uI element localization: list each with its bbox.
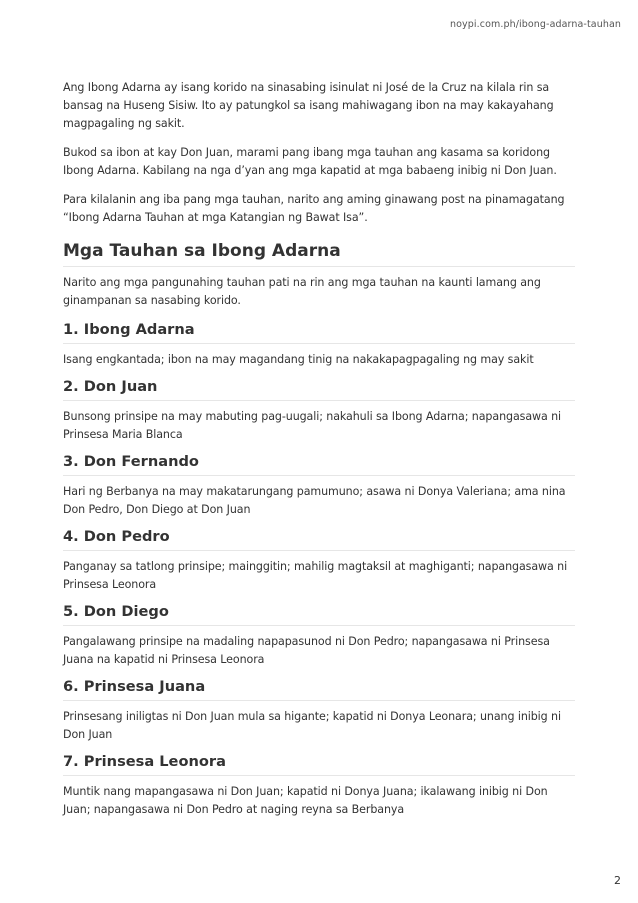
character-heading: 5. Don Diego: [63, 603, 575, 626]
page-number: 2: [614, 874, 621, 887]
section-intro: Narito ang mga pangunahing tauhan pati na rin ang mga tauhan na kaunti lamang ang ginampanan sa nasabing korido.: [63, 276, 541, 307]
article-body: [63, 79, 575, 819]
character-heading: 7. Prinsesa Leonora: [63, 753, 575, 776]
source-url[interactable]: noypi.com.ph/ibong-adarna-tauhan: [450, 19, 621, 30]
character-entry: [63, 678, 575, 744]
character-entry: [63, 321, 575, 369]
character-description: Pangalawang prinsipe na madaling napapasunod ni Don Pedro; napangasawa ni Prinsesa Juana na kapatid ni Prinsesa Leonora: [63, 635, 550, 666]
character-heading: 2. Don Juan: [63, 378, 575, 401]
character-entry: [63, 753, 575, 819]
character-entry: [63, 603, 575, 669]
character-heading: 3. Don Fernando: [63, 453, 575, 476]
character-description: Bunsong prinsipe na may mabuting pag-uugali; nakahuli sa Ibong Adarna; napangasawa ni Prinsesa Maria Blanca: [63, 410, 562, 441]
character-heading: 4. Don Pedro: [63, 528, 575, 551]
character-description: Panganay sa tatlong prinsipe; mainggitin; mahilig magtaksil at maghiganti; napangasawa ni Prinsesa Leonora: [63, 560, 568, 591]
character-description: Hari ng Berbanya na may makatarungang pamumuno; asawa ni Donya Valeriana; ama nina Don Pedro, Don Diego at Don Juan: [63, 485, 566, 516]
character-entry: [63, 453, 575, 519]
character-entry: [63, 528, 575, 594]
intro-paragraph: Ang Ibong Adarna ay isang korido na sinasabing isinulat ni José de la Cruz na kilala rin sa bansag na Huseng Sisiw. Ito ay patungkol sa isang mahiwagang ibon na may kakayahang magpagaling ng sakit.: [63, 81, 554, 130]
character-heading: 1. Ibong Adarna: [63, 321, 575, 344]
intro-paragraph: Bukod sa ibon at kay Don Juan, marami pang ibang mga tauhan ang kasama sa koridong Ibong Adarna. Kabilang na nga d’yan ang mga kapatid at mga babaeng inibig ni Don Juan.: [63, 146, 557, 177]
character-description: Muntik nang mapangasawa ni Don Juan; kapatid ni Donya Juana; ikalawang inibig ni Don Juan; napangasawa ni Don Pedro at naging reyna sa Berbanya: [63, 785, 548, 816]
character-description: Isang engkantada; ibon na may magandang tinig na nakakapagpagaling ng may sakit: [63, 353, 534, 366]
character-description: Prinsesang iniligtas ni Don Juan mula sa higante; kapatid ni Donya Leonara; unang inibig ni Don Juan: [63, 710, 561, 741]
character-heading: 6. Prinsesa Juana: [63, 678, 575, 701]
intro-paragraph: Para kilalanin ang iba pang mga tauhan, narito ang aming ginawang post na pinamagatang “Ibong Adarna Tauhan at mga Katangian ng Bawat Isa”.: [63, 193, 565, 224]
section-heading: Mga Tauhan sa Ibong Adarna: [63, 241, 575, 267]
character-entry: [63, 378, 575, 444]
